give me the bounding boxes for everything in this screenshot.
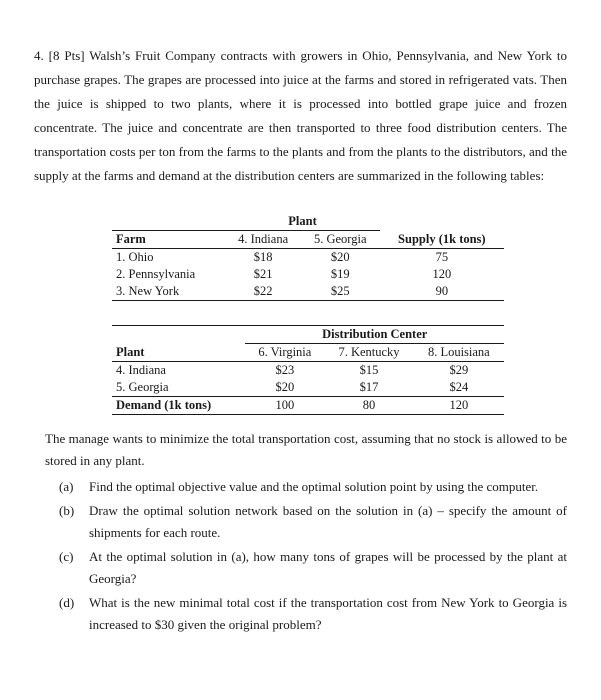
part-label: (b) bbox=[59, 503, 75, 518]
cell: $20 bbox=[330, 250, 350, 264]
problem-body bbox=[45, 428, 567, 638]
part-text: What is the new minimal total cost if the transportation cost from New York to Georgia is increased to $30 given the original problem? bbox=[89, 595, 567, 632]
cell: $29 bbox=[449, 363, 469, 377]
problem-intro-text: Walsh’s Fruit Company contracts with growers in Ohio, Pennsylvania, and New York to purchase grapes. The grapes are processed into juice at the farms and stored in refrigerated vats. Then the juice is shipped to two plants, where it is processed into bottled grape juice and frozen concentrate. The juice and concentrate are then transported to three food distribution centers. The transportation costs per ton from the farms to the plants and from the plants to the distributors, and the supply at the farms and demand at the distribution centers are summarized in the following tables: bbox=[34, 48, 568, 183]
col-farm: Farm bbox=[112, 231, 225, 249]
cell: $24 bbox=[414, 379, 504, 397]
part-text: At the optimal solution in (a), how many tons of grapes will be processed by the plant at Georgia? bbox=[89, 549, 567, 586]
col-indiana: 4. Indiana bbox=[225, 231, 300, 249]
distribution-group-header: Distribution Center bbox=[245, 326, 504, 344]
row-label: 5. Georgia bbox=[112, 379, 245, 397]
cell: 80 bbox=[324, 397, 413, 415]
col-kentucky: 7. Kentucky bbox=[324, 344, 413, 362]
cell: 120 bbox=[432, 267, 452, 281]
part-text: Find the optimal objective value and the optimal solution point by using the computer. bbox=[89, 479, 539, 494]
row-label: 2. Pennsylvania bbox=[116, 267, 196, 281]
cell: $23 bbox=[275, 363, 295, 377]
part-text: Draw the optimal solution network based on the solution in (a) – specify the amount of shipments for each route. bbox=[89, 503, 567, 540]
cell: 120 bbox=[414, 397, 504, 415]
col-virginia: 6. Virginia bbox=[245, 344, 324, 362]
table-row bbox=[112, 379, 504, 397]
row-label: 1. Ohio bbox=[116, 250, 154, 264]
cell: $17 bbox=[324, 379, 413, 397]
problem-statement: The manage wants to minimize the total transportation cost, assuming that no stock is allowed to be stored in any plant. bbox=[45, 431, 567, 468]
problem-number: 4. [8 Pts] bbox=[34, 48, 85, 63]
table-row bbox=[112, 283, 504, 301]
question-part-d bbox=[45, 592, 567, 636]
farm-to-plant-table bbox=[112, 213, 504, 301]
question-part-c bbox=[45, 546, 567, 590]
cell: $25 bbox=[301, 283, 380, 301]
row-label: 3. New York bbox=[112, 283, 225, 301]
row-label: 4. Indiana bbox=[116, 363, 166, 377]
col-supply: Supply (1k tons) bbox=[380, 231, 504, 249]
cell: $20 bbox=[245, 379, 324, 397]
table-row bbox=[112, 266, 504, 283]
cell: 75 bbox=[435, 250, 449, 264]
plant-group-header: Plant bbox=[225, 213, 379, 231]
col-plant: Plant bbox=[112, 344, 245, 362]
problem-intro bbox=[34, 44, 567, 188]
demand-row bbox=[112, 397, 504, 415]
cell: $19 bbox=[330, 267, 350, 281]
cell: 90 bbox=[380, 283, 504, 301]
demand-label: Demand (1k tons) bbox=[112, 397, 245, 415]
cell: $15 bbox=[359, 363, 379, 377]
table-row bbox=[112, 249, 504, 267]
table-row bbox=[112, 362, 504, 380]
part-label: (a) bbox=[59, 479, 74, 494]
question-part-b bbox=[45, 500, 567, 544]
col-georgia: 5. Georgia bbox=[301, 231, 380, 249]
part-label: (d) bbox=[59, 595, 75, 610]
cell: $18 bbox=[253, 250, 273, 264]
part-label: (c) bbox=[59, 549, 74, 564]
question-parts bbox=[45, 476, 567, 636]
question-part-a bbox=[45, 476, 567, 498]
cell: $22 bbox=[225, 283, 300, 301]
plant-to-distribution-table bbox=[112, 325, 504, 415]
cell: $21 bbox=[253, 267, 273, 281]
col-louisiana: 8. Louisiana bbox=[414, 344, 504, 362]
cell: 100 bbox=[245, 397, 324, 415]
